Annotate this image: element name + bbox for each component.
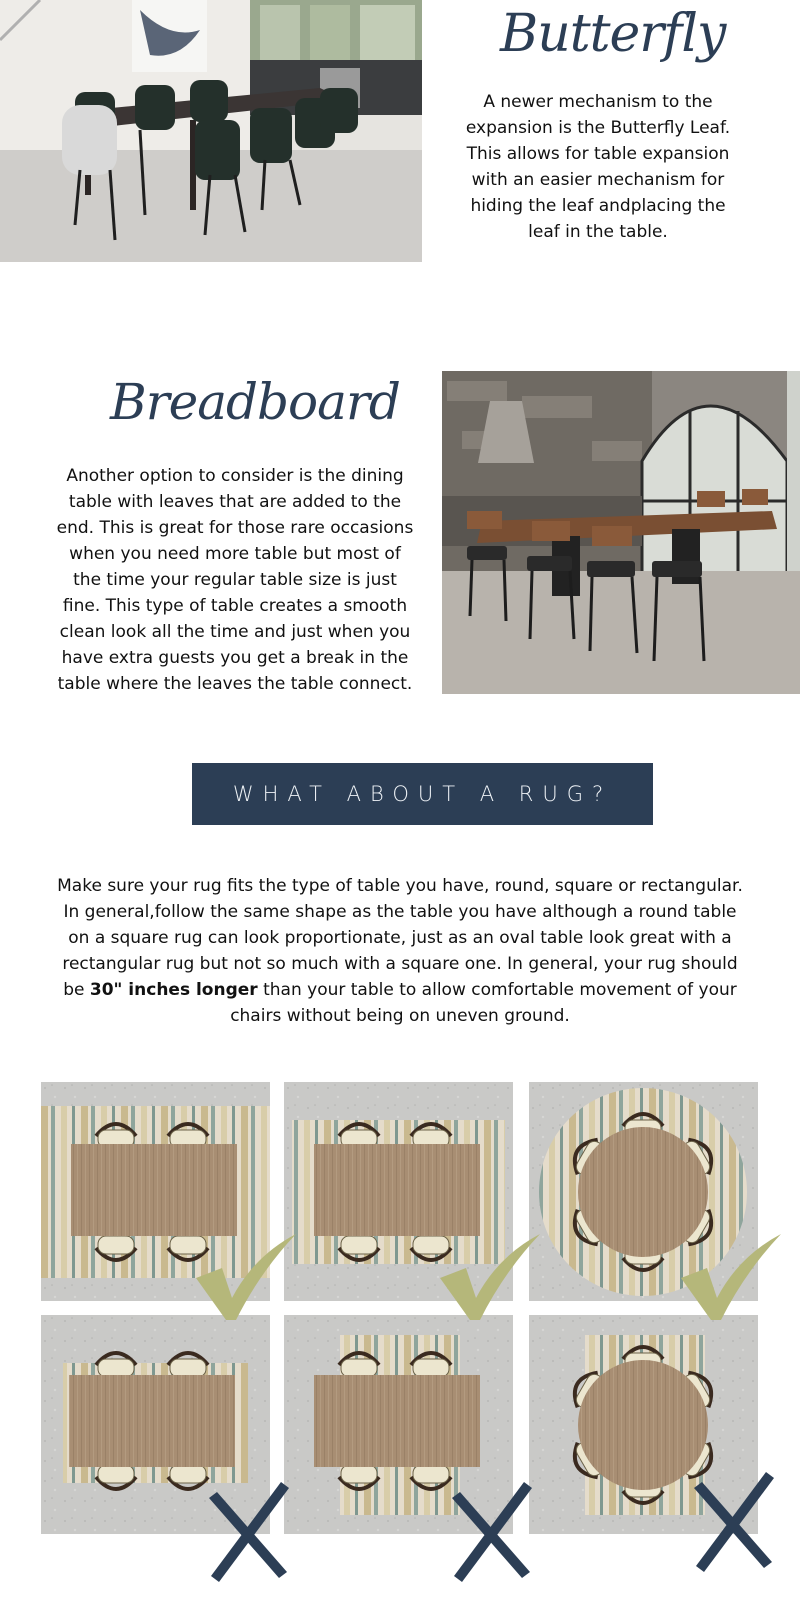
industrial-dining-photo bbox=[442, 371, 800, 694]
butterfly-title: Butterfly bbox=[500, 4, 726, 64]
breadboard-description: Another option to consider is the dining table with leaves that are added to the end. This is great for those rare occasions when you need more table but most of the time your regular table size is just fine. This type of table creates a smooth clean look all the time and just when you have extra guests you get a break in the table where the leaves the table connect. bbox=[56, 466, 414, 694]
rug-text-part-1: Make sure your rug fits the type of table you have, round, square or rectangular. In general,follow the same shape as the table you have although a round table on a square rug can look proportionate, just as an oval table look great with a rectangular rug but not so much with a square one. In general, your rug should be bbox=[57, 876, 743, 1000]
checkmark-icon bbox=[192, 1228, 296, 1322]
butterfly-description: A newer mechanism to the expansion is the Butterfly Leaf. This allows for table expansion with an easier mechanism for hiding the leaf andplacing the leaf in the table. bbox=[465, 92, 731, 242]
checkmark-icon bbox=[436, 1228, 540, 1322]
rug-section-heading: WHAT ABOUT A RUG? bbox=[232, 782, 613, 806]
rug-text-bold: 30" inches longer bbox=[89, 980, 258, 1000]
rug-description bbox=[55, 873, 745, 1029]
rug-text-part-2: than your table to allow comfortable movement of your chairs without being on uneven ground. bbox=[230, 980, 737, 1026]
x-mark-icon bbox=[203, 1478, 293, 1586]
rug-section-heading-banner bbox=[192, 763, 653, 825]
x-mark-icon bbox=[688, 1468, 778, 1576]
checkmark-icon bbox=[677, 1228, 781, 1322]
dining-room-photo-dark-table bbox=[0, 0, 422, 262]
breadboard-title: Breadboard bbox=[110, 373, 400, 431]
x-mark-icon bbox=[446, 1478, 536, 1586]
